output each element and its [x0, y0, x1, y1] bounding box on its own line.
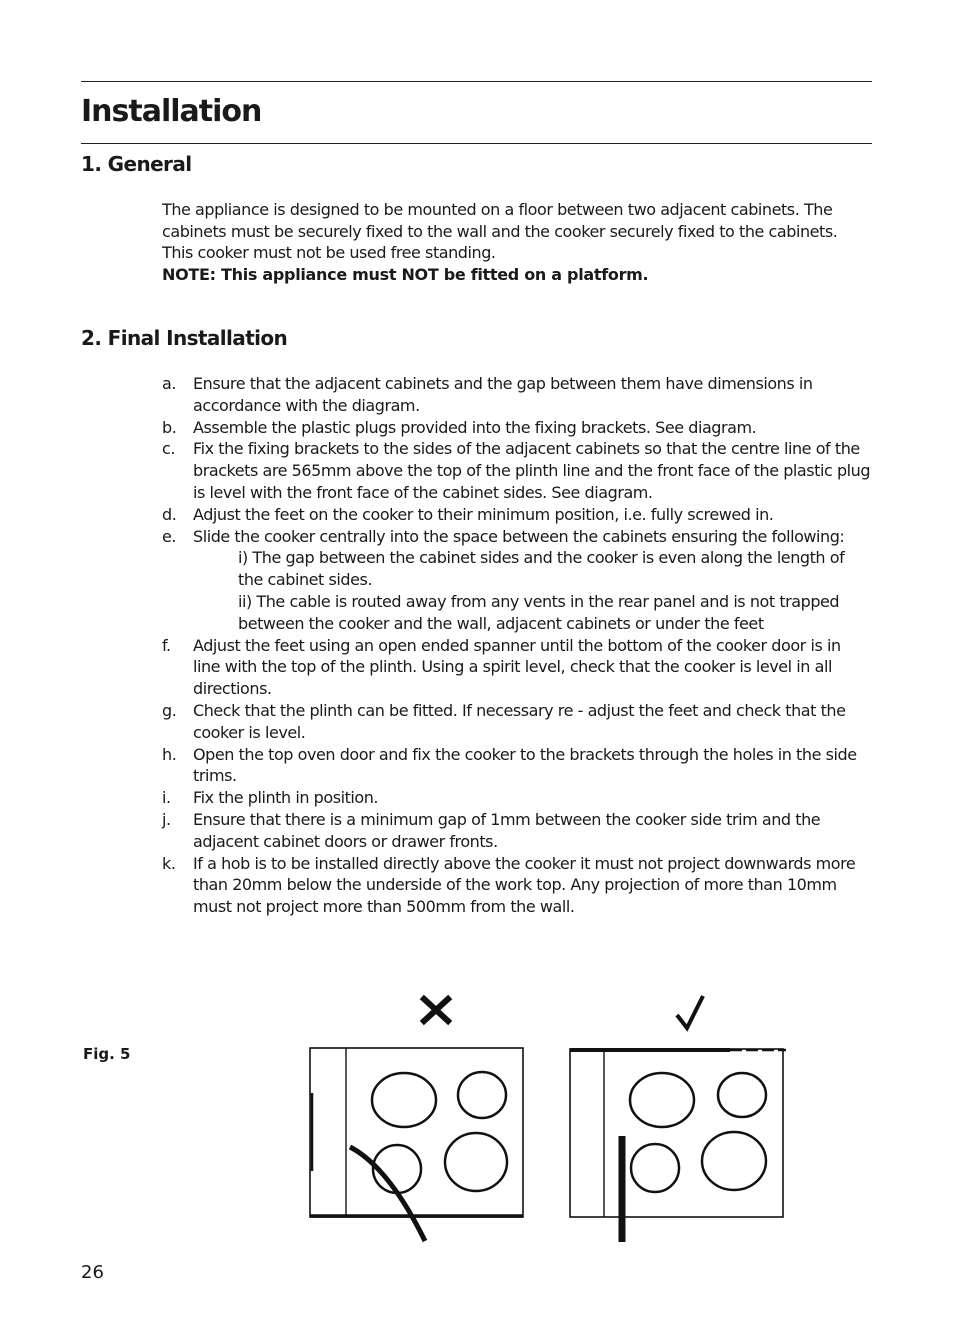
cross-icon	[424, 999, 448, 1021]
step-e-sub-i: i) The gap between the cabinet sides and the cooker is even along the length of the cabinet sides.	[238, 548, 845, 590]
step-letter: b.	[162, 417, 177, 437]
step-letter: k.	[162, 853, 176, 873]
step-letter: j.	[162, 809, 171, 829]
step-letter: h.	[162, 744, 177, 764]
step-letter: c.	[162, 439, 175, 459]
tick-icon	[677, 996, 703, 1028]
burner-large-back-left	[630, 1073, 694, 1127]
step-text: Adjust the feet on the cooker to their minimum position, i.e. fully screwed in.	[193, 504, 774, 524]
step-text: Ensure that the adjacent cabinets and the gap between them have dimensions in accordance with the diagram.	[193, 374, 813, 415]
step-letter: a.	[162, 374, 176, 393]
figure-label: Fig. 5	[83, 1045, 131, 1063]
cable-trapped	[350, 1147, 425, 1241]
step-text: Fix the plinth in position.	[193, 788, 379, 808]
step-text: Slide the cooker centrally into the space between the cabinets ensuring the following:	[193, 526, 845, 546]
step-text: Fix the fixing brackets to the sides of the adjacent cabinets so that the centre line of the brackets are 565mm above the top of the plinth line and the front face of the plastic plug is level with the front face of the cabinet sides. See diagram.	[193, 439, 871, 502]
burner-small-back-right	[718, 1073, 766, 1117]
step-text: Open the top oven door and fix the cooker to the brackets through the holes in the side trims.	[193, 744, 857, 786]
hob-diagram-correct	[570, 1049, 786, 1242]
step-text: If a hob is to be installed directly above the cooker it must not project downwards more than 20mm below the underside of the work top. Any projection of more than 10mm must not project more than 500mm from the wall.	[193, 853, 856, 917]
section-heading-final-installation: 2. Final Installation	[81, 326, 288, 350]
step-text: Assemble the plastic plugs provided into the fixing brackets. See diagram.	[193, 417, 757, 437]
general-line: cabinets must be securely fixed to the wall and the cooker securely fixed to the cabinets.	[162, 221, 838, 241]
step-text: Adjust the feet using an open ended spanner until the bottom of the cooker door is in line with the top of the plinth. Using a spirit level, check that the cooker is level in all directions.	[193, 635, 841, 699]
burner-small-front-left	[631, 1144, 679, 1192]
step-letter: e.	[162, 526, 177, 546]
step-letter: d.	[162, 504, 177, 524]
page-title: Installation	[81, 94, 262, 129]
page-number: 26	[81, 1262, 104, 1283]
burner-large-front-right	[445, 1133, 507, 1191]
general-line: The appliance is designed to be mounted on a floor between two adjacent cabinets. The	[162, 200, 833, 219]
platform-note: NOTE: This appliance must NOT be fitted on a platform.	[162, 264, 649, 284]
burner-small-back-right	[458, 1072, 506, 1118]
step-e-sub-ii: ii) The cable is routed away from any vents in the rear panel and is not trapped between the cooker and the wall, adjacent cabinets or under the feet	[238, 591, 840, 633]
step-letter: i.	[162, 788, 171, 808]
general-line: This cooker must not be used free standing.	[162, 243, 496, 262]
step-letter: g.	[162, 700, 177, 720]
burner-large-front-right	[702, 1132, 766, 1190]
section-heading-general: 1. General	[81, 152, 192, 176]
step-letter: f.	[162, 635, 171, 655]
step-text: Ensure that there is a minimum gap of 1mm between the cooker side trim and the adjacent cabinet doors or drawer fronts.	[193, 809, 821, 851]
burner-large-back-left	[372, 1073, 436, 1127]
step-text: Check that the plinth can be fitted. If necessary re - adjust the feet and check that the cooker is level.	[193, 700, 846, 742]
hob-diagram-incorrect	[310, 1048, 523, 1241]
